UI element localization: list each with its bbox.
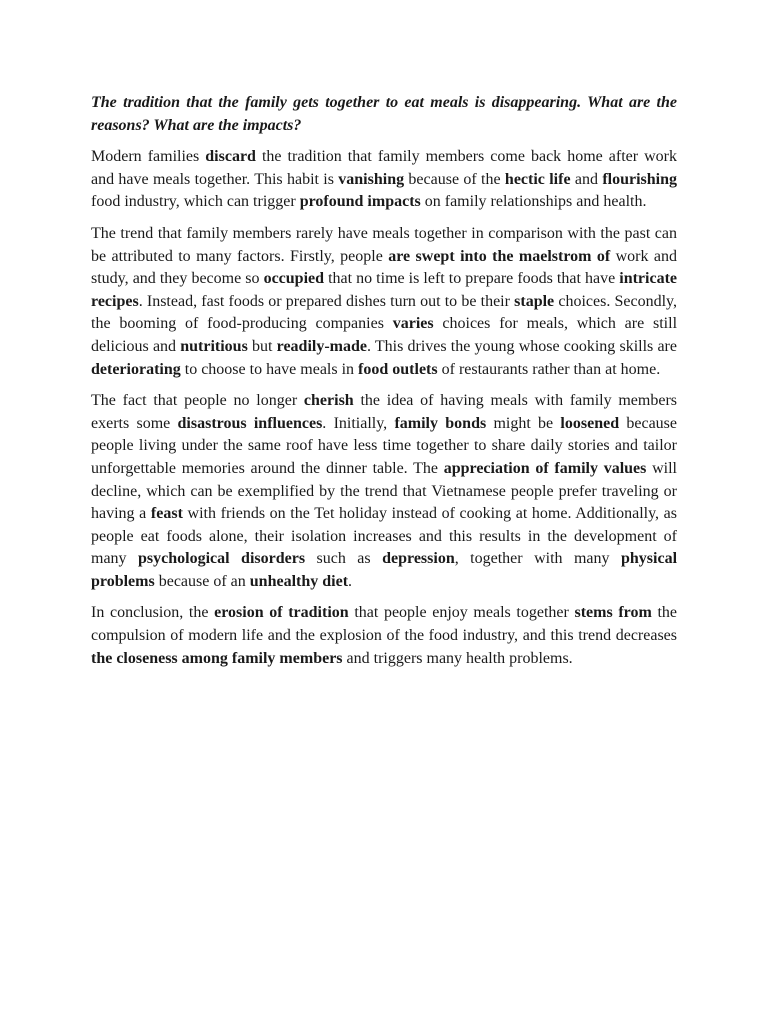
text-run: because of an: [154, 572, 250, 590]
bold-phrase: staple: [514, 292, 555, 310]
essay-body: [91, 92, 677, 679]
bold-phrase: disastrous influences: [177, 414, 323, 432]
bold-phrase: psychological disorders: [138, 550, 306, 568]
bold-phrase: vanishing: [338, 170, 405, 188]
bold-phrase: family bonds: [394, 414, 487, 432]
text-run: . Initially,: [322, 414, 395, 432]
text-run: . This drives the young whose cooking skills are: [366, 337, 677, 355]
text-run: The trend that family members rarely have meals together in comparison with the past can be attributed to many factors. Firstly, people: [91, 224, 677, 265]
text-run: , together with many: [454, 550, 621, 568]
bold-phrase: flourishing: [602, 170, 677, 188]
text-run: food industry, which can trigger: [91, 193, 300, 211]
bold-phrase: feast: [150, 505, 183, 523]
text-run: and triggers many health problems.: [342, 649, 573, 667]
bold-phrase: depression: [382, 550, 455, 568]
bold-phrase: hectic life: [504, 170, 571, 188]
bold-phrase: cherish: [303, 392, 354, 410]
bold-phrase: deteriorating: [91, 360, 181, 378]
bold-phrase: erosion of tradition: [214, 604, 349, 622]
text-run: such as: [305, 550, 383, 568]
bold-phrase: varies: [392, 315, 434, 333]
paragraph-4: [91, 602, 677, 670]
text-run: . Instead, fast foods or prepared dishes turn out to be their: [138, 292, 515, 310]
bold-phrase: physical problems: [91, 550, 678, 590]
text-run: because of the: [404, 170, 505, 188]
text-run: choices for meals, which are still delicious and: [91, 315, 678, 355]
bold-phrase: profound impacts: [299, 193, 421, 211]
text-run: and: [570, 170, 603, 188]
essay-question: The tradition that the family gets together to eat meals is disappearing. What are the reasons? What are the impacts?: [91, 94, 677, 134]
bold-phrase: loosened: [560, 414, 620, 432]
text-run: that people enjoy meals together: [348, 604, 575, 622]
bold-phrase: readily-made: [276, 337, 367, 355]
paragraph-2: [91, 223, 677, 381]
text-run: will decline, which can be exemplified by the trend that Vietnamese people prefer traveling or having a: [91, 459, 677, 523]
bold-phrase: intricate recipes: [91, 270, 677, 310]
text-run: In conclusion, the: [91, 604, 215, 622]
text-run: the idea of having meals with family members exerts some: [91, 392, 678, 432]
bold-phrase: occupied: [263, 270, 325, 288]
bold-phrase: the closeness among family members: [91, 649, 343, 667]
text-run: Modern families: [91, 148, 206, 166]
paragraph-3: [91, 390, 677, 593]
text-run: work and study, and they become so: [91, 247, 678, 288]
text-run: the tradition that family members come back home after work and have meals together. This habit is: [91, 148, 677, 188]
text-run: that no time is left to prepare foods that have: [324, 270, 620, 288]
bold-phrase: unhealthy diet: [249, 572, 349, 590]
text-run: .: [348, 572, 353, 590]
text-run: the compulsion of modern life and the explosion of the food industry, and this trend decreases: [91, 604, 677, 645]
text-run: of restaurants rather than at home.: [437, 360, 661, 378]
text-run: but: [247, 337, 277, 355]
bold-phrase: stems from: [574, 604, 652, 622]
text-run: might be: [486, 414, 561, 432]
text-run: because people living under the same roof have less time together to share daily stories and tailor unforgettable memories around the dinner table. The: [91, 414, 677, 477]
bold-phrase: nutritious: [180, 337, 248, 355]
text-run: choices. Secondly, the booming of food-producing companies: [91, 292, 678, 333]
text-run: to choose to have meals in: [180, 360, 359, 378]
text-run: with friends on the Tet holiday instead of cooking at home. Additionally, as people eat foods alone, their isolation increases and this results in the development of many: [91, 505, 678, 568]
bold-phrase: are swept into the maelstrom of: [388, 247, 611, 265]
bold-phrase: food outlets: [358, 360, 438, 378]
bold-phrase: appreciation of family values: [443, 459, 647, 477]
text-run: on family relationships and health.: [420, 193, 647, 211]
text-run: The fact that people no longer: [91, 392, 304, 410]
essay-paragraphs: [91, 146, 677, 670]
bold-phrase: discard: [205, 148, 256, 166]
paragraph-1: [91, 146, 677, 214]
